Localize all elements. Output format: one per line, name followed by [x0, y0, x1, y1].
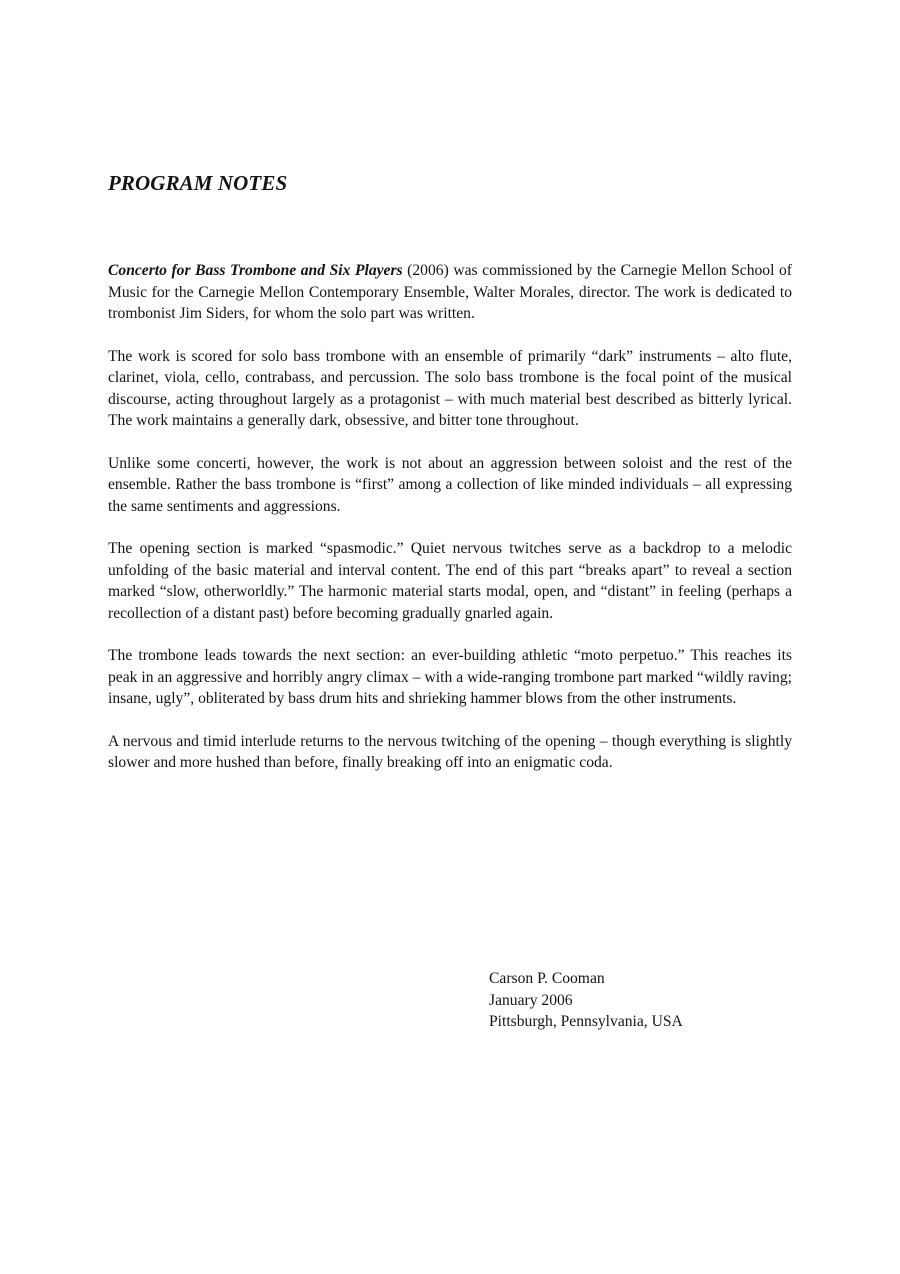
paragraph-text: (2006) was commissioned by the Carnegie Mellon School of Music for the Carnegie Mellon Contemporary Ensemble, Walter Morales, director. The work is dedicated to trombonist Jim Siders, for whom the solo part was written. — [108, 262, 793, 322]
signature-author: Carson P. Cooman — [489, 970, 605, 987]
paragraph-coda: A nervous and timid interlude returns to the nervous twitching of the opening – though everything is slightly slower and more hushed than before, finally breaking off into an enigmatic coda. — [108, 732, 792, 771]
signature-block — [489, 968, 683, 1033]
paragraph-commission — [108, 260, 792, 325]
paragraph-ensemble-relationship: Unlike some concerti, however, the work is not about an aggression between soloist and the rest of the ensemble. Rather the bass trombone is “first” among a collection of like minded individuals – all expressing the same sentiments and aggressions. — [108, 454, 792, 515]
work-title: Concerto for Bass Trombone and Six Players — [108, 262, 403, 279]
paragraph-opening-section: The opening section is marked “spasmodic.” Quiet nervous twitches serve as a backdrop to a melodic unfolding of the basic material and interval content. The end of this part “breaks apart” to reveal a section marked “slow, otherworldly.” The harmonic material starts modal, open, and “distant” in feeling (perhaps a recollection of a distant past) before becoming gradually gnarled again. — [108, 540, 792, 622]
program-notes-body — [108, 260, 792, 795]
paragraph-instrumentation: The work is scored for solo bass trombone with an ensemble of primarily “dark” instruments – alto flute, clarinet, viola, cello, contrabass, and percussion. The solo bass trombone is the focal point of the musical discourse, acting throughout largely as a protagonist – with much material best described as bitterly lyrical. The work maintains a generally dark, obsessive, and bitter tone throughout. — [108, 347, 792, 429]
page-title: PROGRAM NOTES — [108, 171, 288, 195]
signature-location: Pittsburgh, Pennsylvania, USA — [489, 1013, 683, 1030]
signature-date: January 2006 — [489, 991, 573, 1009]
paragraph-moto-perpetuo: The trombone leads towards the next section: an ever-building athletic “moto perpetuo.” This reaches its peak in an aggressive and horribly angry climax – with a wide-ranging trombone part marked “wildly raving; insane, ugly”, obliterated by bass drum hits and shrieking hammer blows from the other instruments. — [108, 647, 792, 707]
